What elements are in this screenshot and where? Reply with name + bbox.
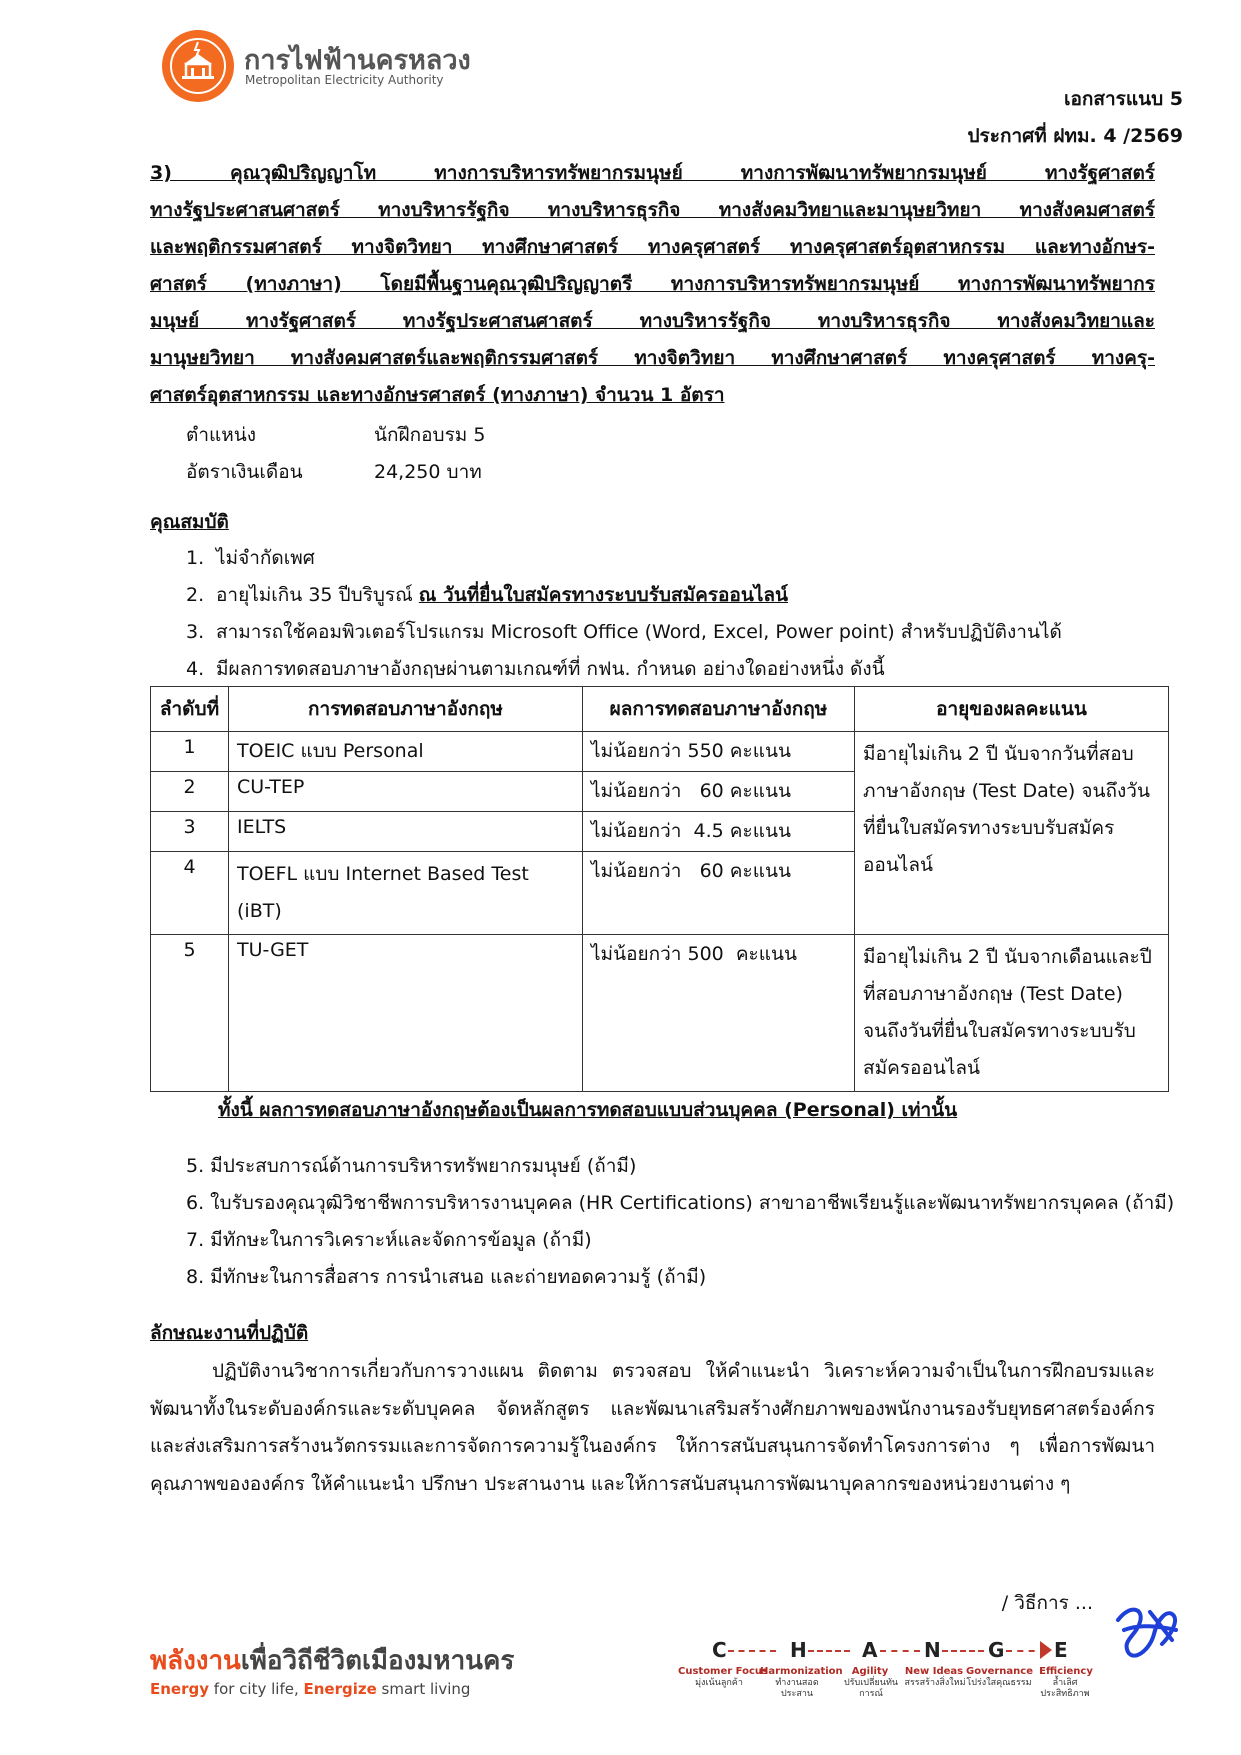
change-caption-en: Governance xyxy=(966,1666,1034,1677)
property-item xyxy=(186,543,315,573)
mea-building-icon xyxy=(162,30,234,102)
property-item xyxy=(186,617,1062,647)
slogan-th xyxy=(150,1640,514,1681)
change-caption-en: New Ideas xyxy=(904,1666,964,1677)
change-caption-en: Harmonization xyxy=(760,1666,843,1677)
change-caption-th: มุ่งเน้นลูกค้า xyxy=(695,1678,743,1688)
item-text: อายุไม่เกิน 35 ปีบริบูรณ์ xyxy=(216,584,419,606)
change-caption-th: ปรับเปลี่ยนทันการณ์ xyxy=(843,1678,899,1699)
change-values-strip xyxy=(678,1638,1128,1728)
cell-score: ไม่น้อยกว่า 500 คะแนน xyxy=(583,935,855,1092)
change-letter-e: E xyxy=(1054,1638,1068,1662)
change-caption-en: Agility xyxy=(851,1666,889,1677)
table-row xyxy=(151,732,1169,772)
change-caption-en: Efficiency xyxy=(1039,1666,1093,1677)
change-caption-th: โปร่งใสคุณธรรม xyxy=(966,1678,1032,1688)
optional-item: 8. มีทักษะในการสื่อสาร การนำเสนอ และถ่ายทอดความรู้ (ถ้ามี) xyxy=(186,1266,707,1288)
salary-value: 24,250 บาท xyxy=(374,461,482,483)
cell-no: 5 xyxy=(151,935,229,1092)
change-caption-th: ล้ำเลิศประสิทธิภาพ xyxy=(1040,1678,1090,1699)
announcement-number: ประกาศที่ ฝทม. 4 /2569 xyxy=(967,125,1183,147)
qualification-line: มนุษย์ ทางรัฐศาสตร์ ทางรัฐประศาสนศาสตร์ ทางบริหารรัฐกิจ ทางบริหารธุรกิจ ทางสังคมวิทยาและ xyxy=(150,310,1155,332)
optional-item: 7. มีทักษะในการวิเคราะห์และจัดการข้อมูล (ถ้ามี) xyxy=(186,1229,592,1251)
cell-no: 4 xyxy=(151,852,229,935)
table-row xyxy=(151,935,1169,1092)
header-validity: อายุของผลคะแนน xyxy=(855,687,1169,732)
header-test: การทดสอบภาษาอังกฤษ xyxy=(229,687,583,732)
slogan-en xyxy=(150,1680,470,1698)
slogan-en-energy: Energy xyxy=(150,1680,210,1698)
optional-item: 6. ใบรับรองคุณวุฒิวิชาชีพการบริหารงานบุคคล (HR Certifications) สาขาอาชีพเรียนรู้และพัฒนาทรัพยากรบุคคล (ถ้ามี) xyxy=(186,1192,1175,1214)
property-item xyxy=(186,580,788,610)
slogan-th-highlight: พลังงาน xyxy=(150,1646,241,1676)
cell-test: TOEIC แบบ Personal xyxy=(229,732,583,772)
optional-item: 5. มีประสบการณ์ด้านการบริหารทรัพยากรมนุษย์ (ถ้ามี) xyxy=(186,1155,637,1177)
english-test-note: ทั้งนี้ ผลการทดสอบภาษาอังกฤษต้องเป็นผลการทดสอบแบบส่วนบุคคล (Personal) เท่านั้น xyxy=(218,1099,958,1121)
slogan-th-rest: เพื่อวิถีชีวิตเมืองมหานคร xyxy=(240,1646,515,1676)
cell-no: 3 xyxy=(151,812,229,852)
change-caption-en: Customer Focus xyxy=(678,1666,768,1677)
qualification-line: และพฤติกรรมศาสตร์ ทางจิตวิทยา ทางศึกษาศาสตร์ ทางครุศาสตร์ ทางครุศาสตร์อุตสาหกรรม และทางอักษร- xyxy=(150,236,1155,258)
item-number: 4. xyxy=(186,658,205,680)
continuation-marker: / วิธีการ ... xyxy=(1001,1592,1093,1614)
cell-test: CU-TEP xyxy=(229,772,583,812)
qualification-line: ทางรัฐประศาสนศาสตร์ ทางบริหารรัฐกิจ ทางบริหารธุรกิจ ทางสังคมวิทยาและมานุษยวิทยา ทางสังคมศาสตร์ xyxy=(150,199,1155,221)
change-caption-th: สรรสร้างสิ่งใหม่ xyxy=(904,1678,966,1688)
item-number: 1. xyxy=(186,547,205,569)
table-header-row xyxy=(151,687,1169,732)
slogan-en-text: smart living xyxy=(376,1680,471,1698)
divider xyxy=(942,1650,984,1652)
change-letter-g: G xyxy=(988,1638,1005,1662)
cell-test: TOEFL แบบ Internet Based Test (iBT) xyxy=(229,852,583,935)
qualification-line: 3) คุณวุฒิปริญญาโท ทางการบริหารทรัพยากรมนุษย์ ทางการพัฒนาทรัพยากรมนุษย์ ทางรัฐศาสตร์ xyxy=(150,162,1155,184)
cell-no: 2 xyxy=(151,772,229,812)
change-letter-c: C xyxy=(712,1638,727,1662)
item-text: ไม่จำกัดเพศ xyxy=(216,547,315,569)
document-attachment-label: เอกสารแนบ 5 xyxy=(1063,88,1183,110)
item-text: มีผลการทดสอบภาษาอังกฤษผ่านตามเกณฑ์ที่ กฟน. กำหนด อย่างใดอย่างหนึ่ง ดังนี้ xyxy=(216,658,885,680)
qualification-line: ศาสตร์ (ทางภาษา) โดยมีพื้นฐานคุณวุฒิปริญญาตรี ทางการบริหารทรัพยากรมนุษย์ ทางการพัฒนาทรัพยากร xyxy=(150,273,1155,295)
mea-logo xyxy=(162,30,234,102)
property-item xyxy=(186,654,885,684)
org-name-th: การไฟฟ้านครหลวง xyxy=(244,45,471,76)
job-title: ลักษณะงานที่ปฏิบัติ xyxy=(150,1322,309,1344)
cell-validity: มีอายุไม่เกิน 2 ปี นับจากวันที่สอบภาษาอังกฤษ (Test Date) จนถึงวันที่ยื่นใบสมัครทางระบบรับสมัครออนไลน์ xyxy=(855,732,1169,935)
divider xyxy=(808,1650,850,1652)
divider xyxy=(880,1650,920,1652)
cell-score: ไม่น้อยกว่า 60 คะแนน xyxy=(583,772,855,812)
job-description: ปฏิบัติงานวิชาการเกี่ยวกับการวางแผน ติดตาม ตรวจสอบ ให้คำแนะนำ วิเคราะห์ความจำเป็นในการฝึกอบรมและพัฒนาทั้งในระดับองค์กรและระดับบุคคล จัดหลักสูตร และพัฒนาเสริมสร้างศักยภาพของพนักงานรองรับยุทธศาสตร์องค์กร และส่งเสริมการสร้างนวัตกรรมและการจัดการความรู้ในองค์กร ให้การสนับสนุนการจัดทำโครงการต่าง ๆ เพื่อการพัฒนาคุณภาพขององค์กร ให้คำแนะนำ ปรึกษา ประสานงาน และให้การสนับสนุนการพัฒนาบุคลากรของหน่วยงานต่าง ๆ xyxy=(150,1360,1155,1495)
slogan-en-text: for city life, xyxy=(209,1680,304,1698)
arrow-icon xyxy=(1040,1641,1052,1659)
item-text: สามารถใช้คอมพิวเตอร์โปรแกรม Microsoft Office (Word, Excel, Power point) สำหรับปฏิบัติงานได้ xyxy=(216,621,1062,643)
signature-mark-icon xyxy=(1110,1600,1180,1670)
header-score: ผลการทดสอบภาษาอังกฤษ xyxy=(583,687,855,732)
cell-no: 1 xyxy=(151,732,229,772)
cell-test: TU-GET xyxy=(229,935,583,1092)
item-emphasis: ณ วันที่ยื่นใบสมัครทางระบบรับสมัครออนไลน์ xyxy=(418,584,789,606)
header-no: ลำดับที่ xyxy=(151,687,229,732)
cell-validity: มีอายุไม่เกิน 2 ปี นับจากเดือนและปีที่สอบภาษาอังกฤษ (Test Date) จนถึงวันที่ยื่นใบสมัครทางระบบรับสมัครออนไลน์ xyxy=(855,935,1169,1092)
change-caption-th: ทำงานสอดประสาน xyxy=(775,1678,819,1699)
org-name-en: Metropolitan Electricity Authority xyxy=(245,73,444,87)
change-letter-a: A xyxy=(862,1638,878,1662)
qualification-line: มานุษยวิทยา ทางสังคมศาสตร์และพฤติกรรมศาสตร์ ทางจิตวิทยา ทางศึกษาศาสตร์ ทางครุศาสตร์ ทางครุ- xyxy=(150,347,1155,369)
cell-score: ไม่น้อยกว่า 550 คะแนน xyxy=(583,732,855,772)
position-value: นักฝึกอบรม 5 xyxy=(374,424,486,446)
item-number: 3. xyxy=(186,621,205,643)
position-label: ตำแหน่ง xyxy=(186,424,257,446)
slogan-en-energize: Energize xyxy=(303,1680,377,1698)
divider xyxy=(728,1650,776,1652)
properties-title: คุณสมบัติ xyxy=(150,511,229,533)
change-letter-h: H xyxy=(790,1638,807,1662)
salary-label: อัตราเงินเดือน xyxy=(186,461,303,483)
change-letter-n: N xyxy=(924,1638,941,1662)
cell-score: ไม่น้อยกว่า 4.5 คะแนน xyxy=(583,812,855,852)
english-test-table xyxy=(150,686,1169,1092)
qualification-line: ศาสตร์อุตสาหกรรม และทางอักษรศาสตร์ (ทางภาษา) จำนวน 1 อัตรา xyxy=(150,384,725,406)
item-number: 2. xyxy=(186,584,205,606)
cell-test: IELTS xyxy=(229,812,583,852)
cell-score: ไม่น้อยกว่า 60 คะแนน xyxy=(583,852,855,935)
degree-qualification xyxy=(150,155,1155,414)
